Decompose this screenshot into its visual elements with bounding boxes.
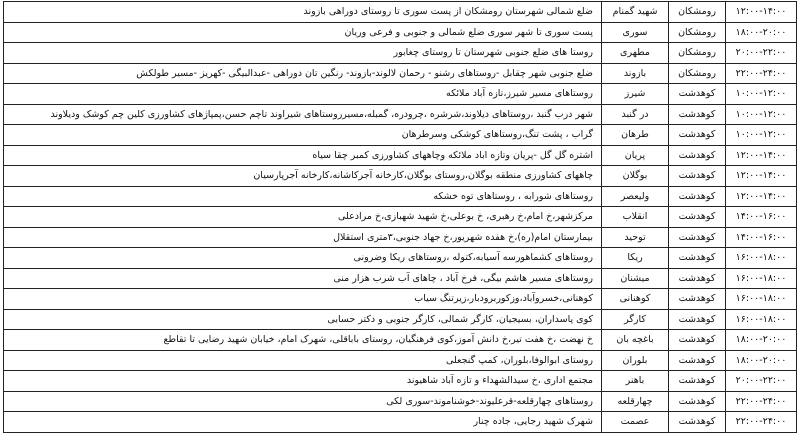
feeder-cell: کوهدشت <box>669 84 726 105</box>
time-cell: ۲۰:۰۰-۲۲:۰۰ <box>726 371 797 392</box>
station-cell: سوری <box>602 22 669 43</box>
station-cell: مطهری <box>602 43 669 64</box>
area-cell: مجتمع اداری ،خ سیدالشهداء و تازه آباد شاهیوند <box>4 371 602 392</box>
feeder-cell: کوهدشت <box>669 227 726 248</box>
feeder-cell: کوهدشت <box>669 289 726 310</box>
area-cell: اشتره گل گل -پریان وتازه اباد ملائکه وچاههای کشاورزی کمبر چقا سیاه <box>4 145 602 166</box>
feeder-cell: رومشکان <box>669 2 726 23</box>
table-row <box>4 391 797 412</box>
feeder-cell: کوهدشت <box>669 391 726 412</box>
station-cell: کوهنانی <box>602 289 669 310</box>
time-cell: ۱۲:۰۰-۱۴:۰۰ <box>726 186 797 207</box>
station-cell: ولیعصر <box>602 186 669 207</box>
feeder-cell: کوهدشت <box>669 207 726 228</box>
feeder-cell: کوهدشت <box>669 268 726 289</box>
table-row <box>4 186 797 207</box>
area-cell: بیمارستان امام(ره)،خ هفده شهریور،خ جهاد جنوبی،۳متری استقلال <box>4 227 602 248</box>
area-cell: روستاهای چهارقلعه-قرعلیوند-خوشناموند-سوری لکی <box>4 391 602 412</box>
station-cell: انقلاب <box>602 207 669 228</box>
station-cell: میشنان <box>602 268 669 289</box>
area-cell: روستا های ضلع جنوبی شهرستان تا روستای چغابور <box>4 43 602 64</box>
feeder-cell: کوهدشت <box>669 166 726 187</box>
area-cell: ضلع جنوبی شهر چقابل -روستاهای رشنو - رحمان لالوند-بازوند- رنگین تان دوراهی -عبدالبیگی -کهریز -مسیر طولکش <box>4 63 602 84</box>
table-row <box>4 350 797 371</box>
station-cell: شیرز <box>602 84 669 105</box>
area-cell: چاههای کشاورزی منطقه بوگلان،روستای بوگلان،کارخانه آجرکاشانه،کارخانه آجرپارسیان <box>4 166 602 187</box>
table-row <box>4 289 797 310</box>
table-row <box>4 309 797 330</box>
station-cell: طرهان <box>602 125 669 146</box>
area-cell: روستای ابوالوفا،بلوران، کمپ گنجعلی <box>4 350 602 371</box>
station-cell: چهارقلعه <box>602 391 669 412</box>
area-cell: شهرک شهید رجایی، جاده چنار <box>4 412 602 433</box>
time-cell: ۲۰:۰۰-۲۲:۰۰ <box>726 43 797 64</box>
time-cell: ۲۲:۰۰-۲۴:۰۰ <box>726 63 797 84</box>
table-row <box>4 227 797 248</box>
time-cell: ۱۸:۰۰-۲۰:۰۰ <box>726 22 797 43</box>
time-cell: ۲۲:۰۰-۲۴:۰۰ <box>726 412 797 433</box>
feeder-cell: کوهدشت <box>669 145 726 166</box>
time-cell: ۱۴:۰۰-۱۶:۰۰ <box>726 227 797 248</box>
station-cell: بازوند <box>602 63 669 84</box>
station-cell: بلوران <box>602 350 669 371</box>
station-cell: بوگلان <box>602 166 669 187</box>
area-cell: خ نهضت ،خ هفت تیر،خ دانش آموز،کوی فرهنگیان، روستای باباقلی، شهرک امام، خیابان شهید رضایی تا تقاطع <box>4 330 602 351</box>
table-row <box>4 22 797 43</box>
station-cell: باهنر <box>602 371 669 392</box>
station-cell: کارگر <box>602 309 669 330</box>
area-cell: ضلع شمالی شهرستان رومشکان از پست سوری تا روستای دوراهی بازوند <box>4 2 602 23</box>
feeder-cell: کوهدشت <box>669 104 726 125</box>
table-row <box>4 2 797 23</box>
station-cell: پریان <box>602 145 669 166</box>
feeder-cell: کوهدشت <box>669 371 726 392</box>
feeder-cell: رومشکان <box>669 63 726 84</box>
station-cell: توحید <box>602 227 669 248</box>
table-row <box>4 166 797 187</box>
area-cell: کوی پاسداران، بسیجیان، کارگر شمالی، کارگر جنوبی و دکتر حسابی <box>4 309 602 330</box>
table-row <box>4 145 797 166</box>
time-cell: ۱۰:۰۰-۱۲:۰۰ <box>726 125 797 146</box>
feeder-cell: کوهدشت <box>669 186 726 207</box>
table-row <box>4 268 797 289</box>
area-cell: روستاهای مسیر شیرز،تازه آباد ملائکه <box>4 84 602 105</box>
area-cell: کوهنانی،خسروآباد،وزکوربرودبار،زیرتنگ سیاب <box>4 289 602 310</box>
time-cell: ۱۶:۰۰-۱۸:۰۰ <box>726 289 797 310</box>
area-cell: مرکزشهر،خ امام،خ رهبری، خ بوعلی،خ شهید شهبازی،خ مرادعلی <box>4 207 602 228</box>
station-cell: در گنبد <box>602 104 669 125</box>
feeder-cell: کوهدشت <box>669 309 726 330</box>
feeder-cell: کوهدشت <box>669 330 726 351</box>
feeder-cell: کوهدشت <box>669 412 726 433</box>
table-row <box>4 412 797 433</box>
station-cell: باغچه بان <box>602 330 669 351</box>
table-row <box>4 371 797 392</box>
time-cell: ۱۶:۰۰-۱۸:۰۰ <box>726 248 797 269</box>
area-cell: روستاهای شورابه ، روستاهای توه خشکه <box>4 186 602 207</box>
feeder-cell: کوهدشت <box>669 248 726 269</box>
time-cell: ۱۸:۰۰-۲۰:۰۰ <box>726 330 797 351</box>
feeder-cell: رومشکان <box>669 43 726 64</box>
time-cell: ۱۲:۰۰-۱۴:۰۰ <box>726 2 797 23</box>
area-cell: پست سوری تا شهر سوری ضلع شمالی و جنوبی و فرعی وریان <box>4 22 602 43</box>
table-row <box>4 207 797 228</box>
outage-schedule-table <box>3 1 797 433</box>
time-cell: ۱۰:۰۰-۱۲:۰۰ <box>726 104 797 125</box>
time-cell: ۱۴:۰۰-۱۶:۰۰ <box>726 207 797 228</box>
station-cell: ریکا <box>602 248 669 269</box>
station-cell: عصمت <box>602 412 669 433</box>
table-row <box>4 248 797 269</box>
time-cell: ۱۲:۰۰-۱۴:۰۰ <box>726 166 797 187</box>
table-row <box>4 84 797 105</box>
time-cell: ۲۲:۰۰-۲۴:۰۰ <box>726 391 797 412</box>
time-cell: ۱۲:۰۰-۱۴:۰۰ <box>726 145 797 166</box>
table-row <box>4 43 797 64</box>
table-row <box>4 125 797 146</box>
time-cell: ۱۸:۰۰-۲۰:۰۰ <box>726 350 797 371</box>
area-cell: گراب ، پشت تنگ،روستاهای کوشکی وسرطرهان <box>4 125 602 146</box>
feeder-cell: کوهدشت <box>669 350 726 371</box>
feeder-cell: رومشکان <box>669 22 726 43</box>
table-row <box>4 63 797 84</box>
table-row <box>4 330 797 351</box>
area-cell: روستاهای مسیر هاشم بیگی، فرخ آباد ، چاهای آب شرب هزار منی <box>4 268 602 289</box>
table-body <box>4 2 797 433</box>
area-cell: شهر درب گنبد ،روستاهای دیلاوند،شرشره ،چرودره، گمبله،مسیرروستاهای شیراوند تاچم حسن،پمپاژهای کشاورزی کلین چم کوشک ودیلاوند <box>4 104 602 125</box>
feeder-cell: کوهدشت <box>669 125 726 146</box>
time-cell: ۱۰:۰۰-۱۲:۰۰ <box>726 84 797 105</box>
table-row <box>4 104 797 125</box>
time-cell: ۱۶:۰۰-۱۸:۰۰ <box>726 309 797 330</box>
station-cell: شهید گمنام <box>602 2 669 23</box>
area-cell: روستاهای کشماهورسه آسیابه،کتوله ،روستاهای ریکا وضرونی <box>4 248 602 269</box>
time-cell: ۱۶:۰۰-۱۸:۰۰ <box>726 268 797 289</box>
